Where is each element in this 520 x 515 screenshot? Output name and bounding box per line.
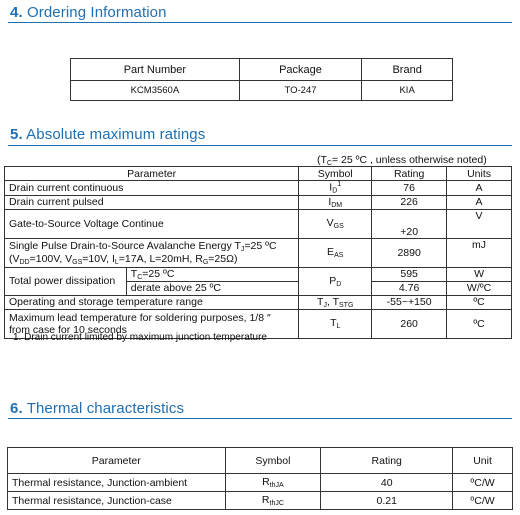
param-cell <box>5 238 299 267</box>
rating-cell: 0.21 <box>321 492 453 510</box>
ordering-heading <box>10 4 167 21</box>
rating-cell: 2890 <box>372 238 447 267</box>
symbol-sub: DM <box>331 201 343 209</box>
unit-cell: mJ <box>447 238 512 267</box>
note-sub: C <box>326 160 332 167</box>
symbol-text: T <box>330 317 337 329</box>
note-suffix: = 25 ºC , unless otherwise noted) <box>331 154 487 166</box>
rating-cell: 40 <box>321 474 453 492</box>
symbol-cell <box>299 238 372 267</box>
table-row <box>5 238 512 267</box>
text: T <box>130 267 138 280</box>
header-rating: Rating <box>372 167 447 181</box>
ordering-title: Ordering Information <box>27 4 167 21</box>
table-row <box>5 209 512 238</box>
param-line-1 <box>9 240 294 253</box>
symbol-text: I <box>329 181 333 194</box>
param-cell: Gate-to-Source Voltage Continue <box>5 209 299 238</box>
symbol-sub: thJA <box>269 482 284 489</box>
symbol-sub: D <box>332 187 338 195</box>
thermal-table <box>7 447 513 510</box>
sub: DD <box>19 258 30 266</box>
param-cell: Thermal resistance, Junction-case <box>8 492 226 510</box>
thermal-heading <box>10 400 184 417</box>
symbol-cell <box>299 209 372 238</box>
param-cell: Total power dissipation <box>5 267 127 295</box>
param-cell: Thermal resistance, Junction-ambient <box>8 474 226 492</box>
header-parameter: Parameter <box>5 167 299 181</box>
unit-cell: ºC <box>447 309 512 338</box>
rating-cell: -55~+150 <box>372 295 447 309</box>
rating-cell: +20 <box>372 209 447 238</box>
symbol-sub: GS <box>333 223 344 230</box>
table-row <box>5 295 512 309</box>
unit-cell: W <box>447 267 512 281</box>
symbol-sub: L <box>336 323 341 330</box>
table-row <box>5 195 512 209</box>
header-units: Units <box>447 167 512 181</box>
header-symbol: Symbol <box>299 167 372 181</box>
sub: G <box>202 258 209 266</box>
symbol-cell <box>299 267 372 295</box>
symbol-cell <box>299 181 372 196</box>
symbol-sub: STG <box>339 301 354 309</box>
param-line-2: from case for 10 seconds <box>9 323 127 336</box>
unit-cell: A <box>447 195 512 209</box>
rating-cell: 4.76 <box>372 281 447 295</box>
header-symbol: Symbol <box>225 448 321 474</box>
table-header-row <box>8 448 513 474</box>
header-rating: Rating <box>321 448 453 474</box>
amr-number: 5. <box>10 126 23 143</box>
unit-cell: ºC <box>447 295 512 309</box>
symbol-sub: D <box>336 280 342 288</box>
table-header-row <box>5 167 512 181</box>
unit-cell: W/ºC <box>447 281 512 295</box>
header-package: Package <box>239 59 362 81</box>
param-cell: Operating and storage temperature range <box>5 295 299 309</box>
symbol-text: I <box>328 195 332 208</box>
part-number-cell: KCM3560A <box>71 81 240 101</box>
symbol-cell <box>225 474 321 492</box>
text: =17A, L=20mH, R <box>118 252 203 265</box>
param-line-2 <box>9 253 294 266</box>
param-line-1: Maximum lead temperature for soldering purposes, 1/8 ″ <box>9 311 271 324</box>
symbol-cell <box>299 309 372 338</box>
text: (V <box>9 252 20 265</box>
text: =25 ºC <box>244 239 277 252</box>
table-row <box>8 474 513 492</box>
condition-cell: derate above 25 ºC <box>126 281 299 295</box>
table-row <box>8 492 513 510</box>
footnote: 1. Drain current limited by maximum junction temperature <box>13 332 267 343</box>
symbol-sub: J <box>323 301 327 309</box>
symbol-text: R <box>261 494 270 506</box>
table-header-row <box>71 59 453 81</box>
sub: GS <box>72 258 83 266</box>
unit-cell: ºC/W <box>453 474 513 492</box>
rating-cell: 595 <box>372 267 447 281</box>
text: =25Ω) <box>208 252 238 265</box>
symbol-cell <box>225 492 321 510</box>
rating-cell: 260 <box>372 309 447 338</box>
sub: J <box>240 245 245 253</box>
amr-heading <box>10 126 205 143</box>
symbol-sub: thJC <box>269 500 284 507</box>
brand-cell: KIA <box>362 81 453 101</box>
header-unit: Unit <box>453 448 513 474</box>
text: Single Pulse Drain-to-Source Avalanche Energy T <box>9 239 241 252</box>
ordering-rule <box>8 22 512 23</box>
thermal-rule <box>8 418 512 419</box>
table-row <box>71 81 453 101</box>
symbol-text: R <box>262 476 270 488</box>
symbol-cell <box>299 195 372 209</box>
rating-cell: 76 <box>372 181 447 196</box>
symbol-sub: AS <box>334 252 344 259</box>
symbol-text: P <box>329 274 337 287</box>
symbol-text: E <box>327 246 335 258</box>
text: =100V, V <box>29 252 73 265</box>
thermal-title: Thermal characteristics <box>26 400 185 417</box>
unit-cell: ºC/W <box>453 492 513 510</box>
unit-cell: A <box>447 181 512 196</box>
amr-title: Absolute maximum ratings <box>26 126 206 143</box>
param-cell: Drain current pulsed <box>5 195 299 209</box>
param-cell: Drain current continuous <box>5 181 299 196</box>
condition-cell <box>126 267 299 281</box>
table-row <box>5 267 512 281</box>
unit-cell: V <box>447 209 512 238</box>
ordering-table <box>70 58 453 101</box>
sub: L <box>114 258 119 266</box>
symbol-cell <box>299 295 372 309</box>
ordering-number: 4. <box>10 4 23 21</box>
header-brand: Brand <box>362 59 453 81</box>
package-cell: TO-247 <box>239 81 362 101</box>
amr-rule <box>8 145 512 146</box>
absolute-max-table <box>4 166 512 339</box>
symbol-text: V <box>326 217 334 229</box>
symbol-sup: 1 <box>337 181 342 188</box>
table-row <box>5 181 512 196</box>
text: =10V, I <box>82 252 115 265</box>
thermal-number: 6. <box>10 400 23 417</box>
symbol-text: , T <box>326 295 340 308</box>
header-parameter: Parameter <box>8 448 226 474</box>
sub: C <box>137 273 143 281</box>
rating-cell: 226 <box>372 195 447 209</box>
header-part-number: Part Number <box>71 59 240 81</box>
note-prefix: (T <box>317 154 327 166</box>
symbol-text: T <box>317 295 324 308</box>
text: =25 ºC <box>142 267 175 280</box>
